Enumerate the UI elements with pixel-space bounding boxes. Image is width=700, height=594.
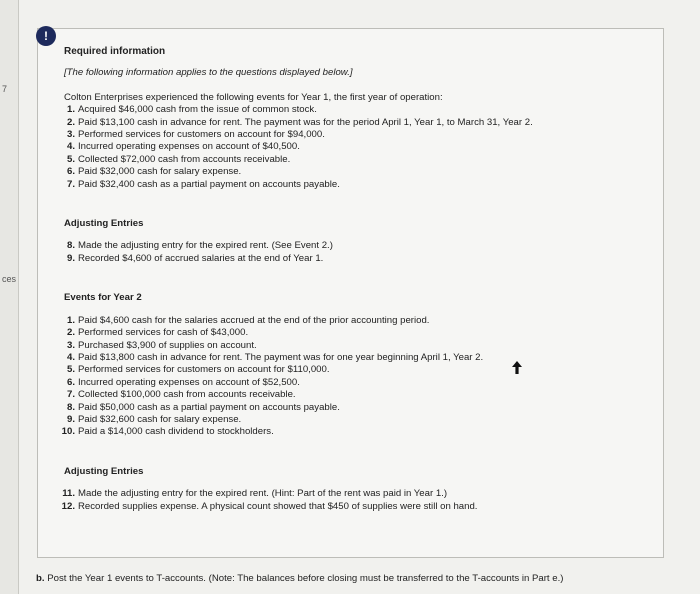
adjusting-entries-list-2	[61, 488, 654, 513]
part-b-text: Post the Year 1 events to T-accounts. (Note: The balances before closing must be transferred to the T-accounts in Part e.)	[47, 573, 564, 584]
list-item: 7. Paid $32,400 cash as a partial payment on accounts payable.	[66, 178, 340, 190]
list-item: 5. Collected $72,000 cash from accounts receivable.	[66, 153, 291, 165]
list-item: 1. Paid $4,600 cash for the salaries accrued at the end of the prior accounting period.	[66, 314, 430, 326]
side-label-number: 7	[2, 84, 8, 94]
list-item: 2. Performed services for cash of $43,000.	[66, 327, 249, 339]
left-sidebar-strip	[0, 0, 19, 594]
adjusting-entries-list-1	[64, 240, 654, 265]
adjusting-entries-title-1: Adjusting Entries	[64, 218, 144, 230]
problem-content	[61, 46, 654, 513]
list-item: 3. Purchased $3,900 of supplies on account.	[66, 339, 257, 351]
list-item: 1. Acquired $46,000 cash from the issue of common stock.	[66, 104, 317, 116]
list-item: 7. Collected $100,000 cash from accounts receivable.	[66, 389, 296, 401]
list-item: 9. Paid $32,600 cash for salary expense.	[66, 413, 242, 425]
list-item: 9. Recorded $4,600 of accrued salaries at the end of Year 1.	[66, 252, 324, 264]
list-item: 3. Performed services for customers on account for $94,000.	[66, 129, 325, 141]
part-label: b.	[36, 573, 45, 584]
year1-events-list	[64, 104, 654, 191]
list-item: 8. Paid $50,000 cash as a partial payment on accounts payable.	[66, 401, 340, 413]
events-year2-title: Events for Year 2	[64, 292, 142, 304]
required-information-title: Required information	[64, 46, 166, 57]
list-item: 11. Made the adjusting entry for the expired rent. (Hint: Part of the rent was paid in Year 1.)	[62, 488, 448, 500]
year2-events-list	[61, 314, 654, 439]
list-item: 10. Paid a $14,000 cash dividend to stockholders.	[61, 426, 274, 438]
alert-icon: !	[36, 26, 56, 46]
part-b-question	[36, 573, 563, 584]
intro-text: Colton Enterprises experienced the following events for Year 1, the first year of operation:	[64, 91, 443, 103]
list-item: 12. Recorded supplies expense. A physical count showed that $450 of supplies were still on hand.	[61, 500, 478, 512]
list-item: 4. Incurred operating expenses on account of $40,500.	[66, 141, 300, 153]
list-item: 6. Paid $32,000 cash for salary expense.	[66, 166, 242, 178]
side-label-ces: ces	[2, 274, 17, 284]
adjusting-entries-title-2: Adjusting Entries	[64, 465, 144, 477]
mouse-cursor-icon	[511, 361, 523, 375]
bracket-note: [The following information applies to the questions displayed below.]	[64, 67, 353, 79]
list-item: 8. Made the adjusting entry for the expired rent. (See Event 2.)	[66, 240, 333, 252]
list-item: 6. Incurred operating expenses on account of $52,500.	[66, 376, 300, 388]
list-item: 2. Paid $13,100 cash in advance for rent. The payment was for the period April 1, Year 1, to March 31, Year 2.	[66, 116, 533, 128]
list-item: 5. Performed services for customers on account for $110,000.	[66, 364, 330, 376]
list-item: 4. Paid $13,800 cash in advance for rent. The payment was for one year beginning April 1, Year 2.	[66, 351, 484, 363]
